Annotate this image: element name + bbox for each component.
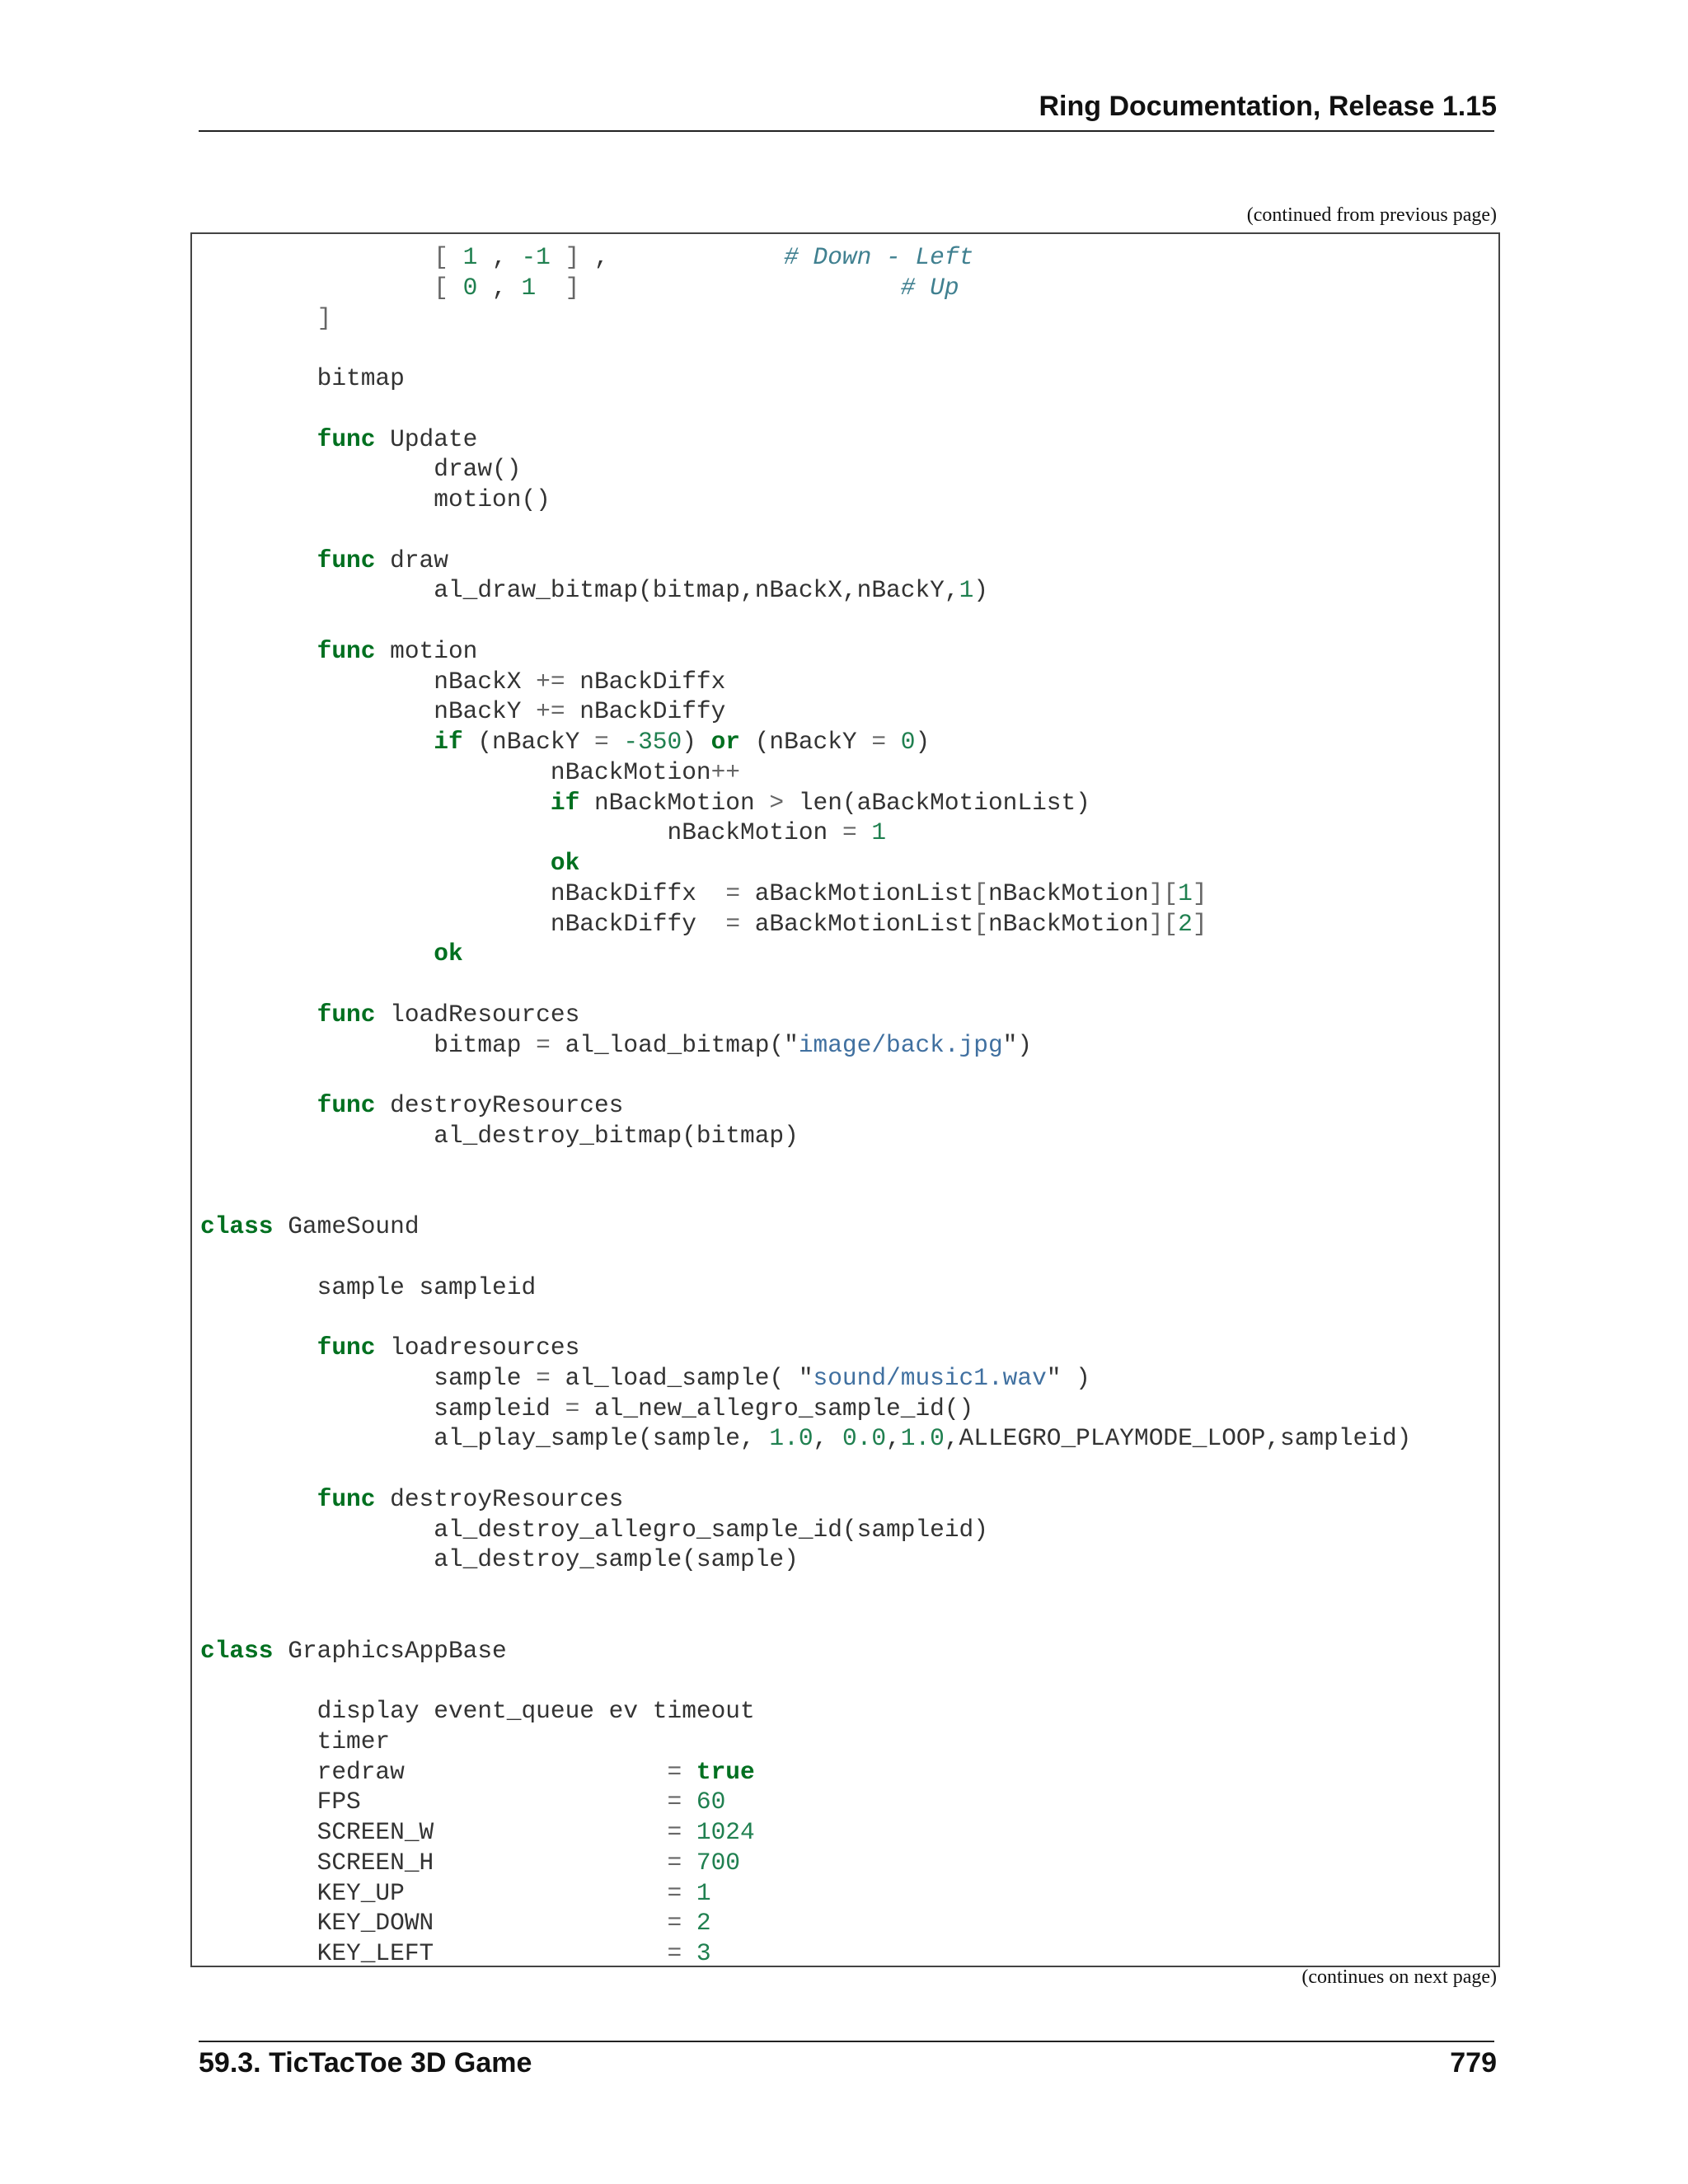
code-line: sample = al_load_sample( "sound/music1.wav" ) [200, 1363, 1090, 1392]
code-line: nBackY += nBackDiffy [200, 697, 726, 726]
code-line: al_destroy_sample(sample) [200, 1545, 799, 1574]
code-line: redraw = true [200, 1757, 755, 1786]
code-line: ok [434, 940, 463, 968]
code-line: func Update [316, 424, 478, 453]
code-line: [ 0 , 1 ] # Up [434, 273, 959, 302]
code-line: sample sampleid [200, 1272, 537, 1301]
code-line: class GameSound [200, 1212, 420, 1240]
code-line: nBackDiffx = aBackMotionList[nBackMotion][1] [200, 879, 1207, 907]
code-line: ] [316, 303, 332, 332]
code-line: KEY_LEFT = 3 [200, 1939, 711, 1967]
code-line: func destroyResources [316, 1484, 624, 1513]
continues-on-next-note: (continues on next page) [1301, 1966, 1497, 1988]
code-line: if nBackMotion > len(aBackMotionList) [550, 788, 1090, 817]
code-line: KEY_DOWN = 2 [200, 1909, 711, 1938]
code-line: display event_queue ev timeout [200, 1697, 755, 1725]
code-line: func draw [316, 546, 448, 574]
code-line: motion() [200, 485, 551, 513]
code-line: nBackMotion++ [200, 757, 741, 786]
code-listing [200, 242, 1411, 1967]
code-line: func destroyResources [316, 1091, 624, 1119]
code-line: al_destroy_allegro_sample_id(sampleid) [200, 1515, 988, 1544]
continued-from-previous-note: (continued from previous page) [1246, 204, 1497, 226]
running-header-title: Ring Documentation, Release 1.15 [1039, 91, 1497, 122]
code-line: bitmap = al_load_bitmap("image/back.jpg") [200, 1030, 1033, 1059]
code-line: SCREEN_H = 700 [200, 1848, 741, 1877]
footer-rule [199, 2041, 1494, 2042]
code-line: FPS = 60 [200, 1788, 726, 1816]
code-line: sampleid = al_new_allegro_sample_id() [200, 1394, 974, 1422]
code-line: timer [200, 1727, 391, 1755]
code-line: bitmap [200, 364, 405, 392]
code-line: KEY_UP = 1 [200, 1878, 711, 1907]
code-line: if (nBackY = -350) or (nBackY = 0) [434, 728, 931, 756]
code-line: func loadresources [316, 1333, 580, 1361]
code-line: nBackX += nBackDiffx [200, 667, 726, 696]
code-line: al_draw_bitmap(bitmap,nBackX,nBackY,1) [200, 576, 988, 605]
code-line: class GraphicsAppBase [200, 1636, 507, 1665]
code-block [190, 232, 1500, 1967]
footer-page-number: 779 [1450, 2047, 1497, 2079]
header-rule [199, 130, 1494, 132]
code-line: nBackMotion = 1 [200, 818, 887, 847]
code-line: func motion [316, 636, 478, 665]
code-line: al_destroy_bitmap(bitmap) [200, 1121, 799, 1150]
code-line: ok [550, 849, 580, 877]
code-line: SCREEN_W = 1024 [200, 1818, 755, 1846]
code-line: func loadResources [316, 1000, 580, 1029]
footer-section-title: 59.3. TicTacToe 3D Game [199, 2047, 532, 2079]
code-line: al_play_sample(sample, 1.0, 0.0,1.0,ALLEGRO_PLAYMODE_LOOP,sampleid) [200, 1424, 1412, 1453]
code-line: draw() [200, 455, 522, 484]
code-line: [ 1 , -1 ] , # Down - Left [434, 243, 974, 271]
code-line: nBackDiffy = aBackMotionList[nBackMotion][2] [200, 909, 1207, 938]
